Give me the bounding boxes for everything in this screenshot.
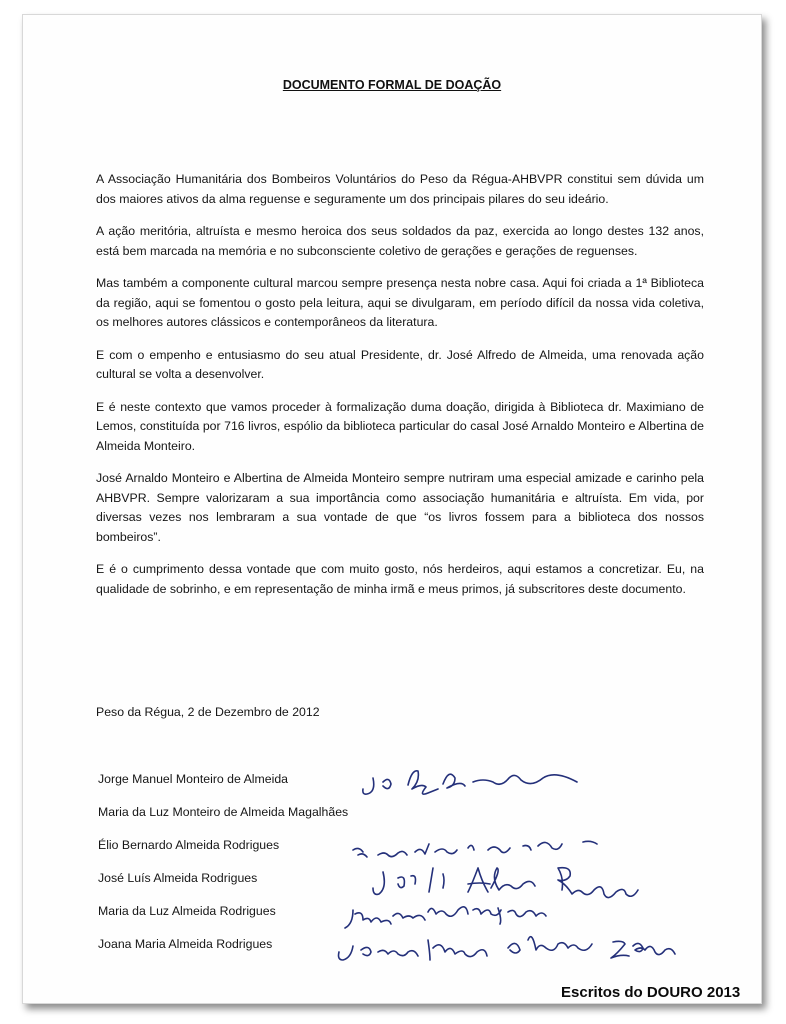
paragraph-4: E com o empenho e entusiasmo do seu atual Presidente, dr. José Alfredo de Almeida, uma renovada ação cultural se volta a desenvolver. xyxy=(96,347,704,381)
signatory-name: Élio Bernardo Almeida Rodrigues xyxy=(98,838,280,852)
paragraph-2: A ação meritória, altruísta e mesmo heroica dos seus soldados da paz, exercida ao longo destes 132 anos, está bem marcada na memória e no subconsciente coletivo de gerações e gerações de reguenses. xyxy=(96,224,704,258)
signatory-name: José Luís Almeida Rodrigues xyxy=(98,871,258,885)
signature-joana xyxy=(339,937,676,960)
signatory-name: Jorge Manuel Monteiro de Almeida xyxy=(98,772,289,786)
paragraph-6: José Arnaldo Monteiro e Albertina de Almeida Monteiro sempre nutriram uma especial amizade e carinho pela AHBVPR. Sempre valorizaram a sua importância como associação humanitária e altruísta. Em vida, por diversas vezes nos lembraram a sua vontade de que “os livros fossem para a biblioteca dos nossos bombeiros”. xyxy=(96,471,704,544)
document-page xyxy=(22,14,762,1004)
caption-watermark: Escritos do DOURO 2013 xyxy=(561,984,741,1001)
document-title: DOCUMENTO FORMAL DE DOAÇÃO xyxy=(282,78,502,92)
signatory-name: Joana Maria Almeida Rodrigues xyxy=(98,937,273,951)
signatory-name: Maria da Luz Monteiro de Almeida Magalhães xyxy=(98,805,349,819)
paragraph-5: E é neste contexto que vamos proceder à formalização duma doação, dirigida à Biblioteca dr. Maximiano de Lemos, constituída por 716 livros, espólio da biblioteca particular do casal José Arnaldo Monteiro e Albertina de Almeida Monteiro. xyxy=(96,399,704,453)
signature-elio xyxy=(353,841,597,857)
handwritten-signatures xyxy=(323,760,773,975)
document-body xyxy=(96,170,704,612)
place-date: Peso da Régua, 2 de Dezembro de 2012 xyxy=(96,705,320,719)
signature-maria xyxy=(345,907,546,928)
signatory-name: Maria da Luz Almeida Rodrigues xyxy=(98,904,276,918)
paragraph-7: E é o cumprimento dessa vontade que com muito gosto, nós herdeiros, aqui estamos a concretizar. Eu, na qualidade de sobrinho, e em representação de minha irmã e meus primos, já subscritores deste documento. xyxy=(96,562,704,596)
signature-jose xyxy=(373,868,638,898)
signature-jorge xyxy=(363,771,577,794)
paragraph-1: A Associação Humanitária dos Bombeiros Voluntários do Peso da Régua-AHBVPR constitui sem dúvida um dos maiores ativos da alma reguense e seguramente um dos principais pilares do seu ideário. xyxy=(96,172,704,206)
paragraph-3: Mas também a componente cultural marcou sempre presença nesta nobre casa. Aqui foi criada a 1ª Biblioteca da região, aqui se fomentou o gosto pela leitura, aqui se divulgaram, em período difícil da nossa vida coletiva, os melhores autores clássicos e contemporâneos da literatura. xyxy=(96,276,704,329)
signatory-list xyxy=(98,769,348,967)
